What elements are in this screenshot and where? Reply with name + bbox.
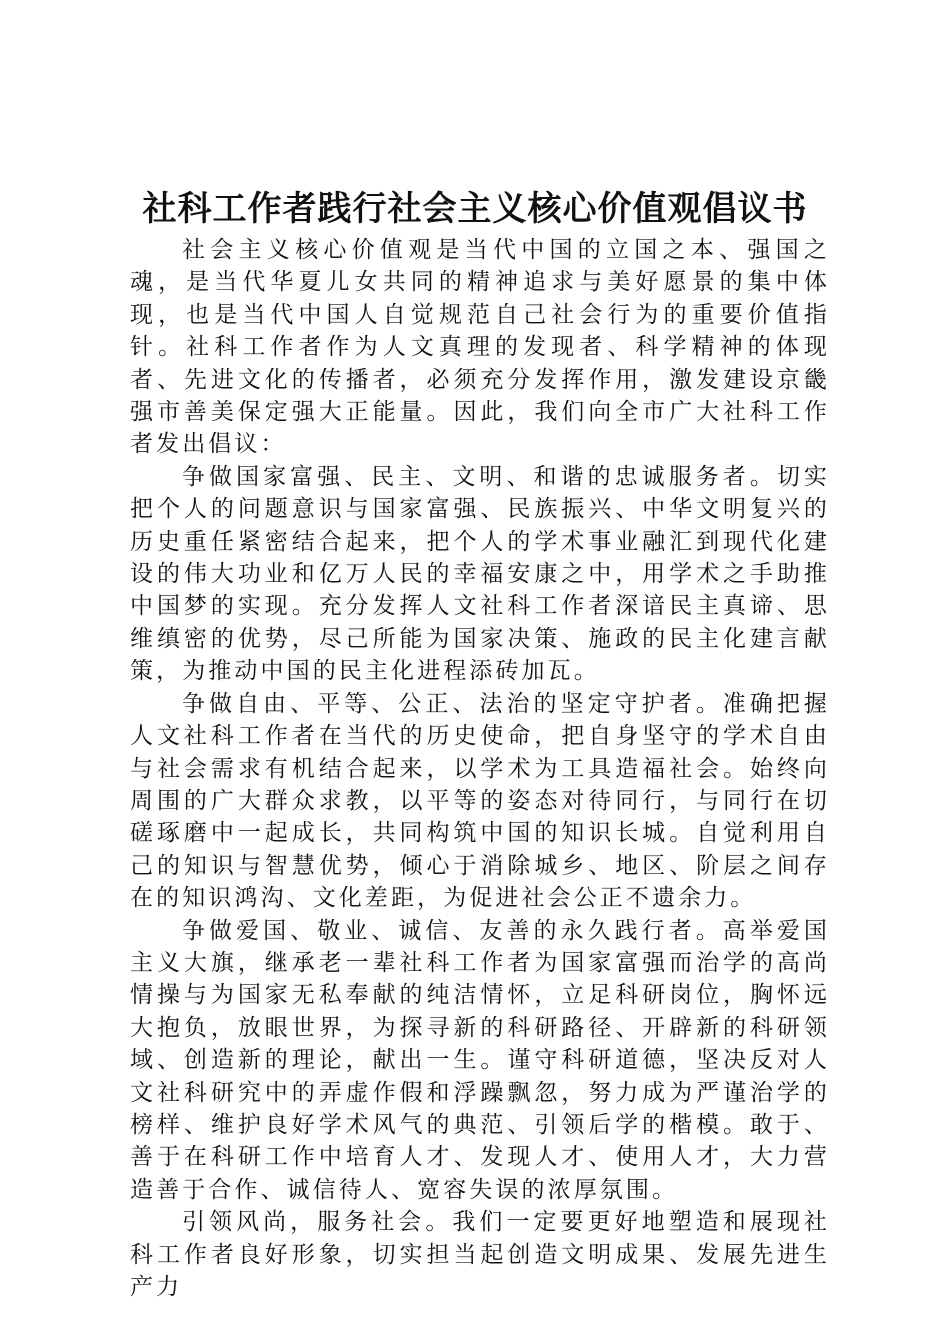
- document-title: 社科工作者践行社会主义核心价值观倡议书: [142, 189, 808, 229]
- paragraph-freedom-equality: 争做自由、平等、公正、法治的坚定守护者。准确把握人文社科工作者在当代的历史使命，把自身坚守的学术自由与社会需求有机结合起来，以学术为工具造福社会。始终向周围的广大群众求教，以平等的姿态对待同行，与同行在切磋琢磨中一起成长，共同构筑中国的知识长城。自觉利用自己的知识与智慧优势，倾心于消除城乡、地区、阶层之间存在的知识鸿沟、文化差距，为促进社会公正不遗余力。: [130, 690, 830, 912]
- document-body: [130, 234, 830, 1303]
- paragraph-prosperity-democracy: 争做国家富强、民主、文明、和谐的忠诚服务者。切实把个人的问题意识与国家富强、民族振兴、中华文明复兴的历史重任紧密结合起来，把个人的学术事业融汇到现代化建设的伟大功业和亿万人民的幸福安康之中，用学术之手助推中国梦的实现。充分发挥人文社科工作者深谙民主真谛、思维缜密的优势，尽己所能为国家决策、施政的民主化建言献策，为推动中国的民主化进程添砖加瓦。: [130, 463, 830, 685]
- paragraph-lead-trends: 引领风尚，服务社会。我们一定要更好地塑造和展现社科工作者良好形象，切实担当起创造文明成果、发展先进生产力: [130, 1209, 830, 1300]
- paragraph-intro: 社会主义核心价值观是当代中国的立国之本、强国之魂，是当代华夏儿女共同的精神追求与美好愿景的集中体现，也是当代中国人自觉规范自己社会行为的重要价值指针。社科工作者作为人文真理的发现者、科学精神的体现者、先进文化的传播者，必须充分发挥作用，激发建设京畿强市善美保定强大正能量。因此，我们向全市广大社科工作者发出倡议：: [130, 237, 830, 458]
- paragraph-patriotism-dedication: 争做爱国、敬业、诚信、友善的永久践行者。高举爱国主义大旗，继承老一辈社科工作者为国家富强而治学的高尚情操与为国家无私奉献的纯洁情怀，立足科研岗位，胸怀远大抱负，放眼世界，为探寻新的科研路径、开辟新的科研领域、创造新的理论，献出一生。谨守科研道德，坚决反对人文社科研究中的弄虚作假和浮躁飘忽，努力成为严谨治学的榜样、维护良好学术风气的典范、引领后学的楷模。敢于、善于在科研工作中培育人才、发现人才、使用人才，大力营造善于合作、诚信待人、宽容失误的浓厚氛围。: [130, 917, 830, 1203]
